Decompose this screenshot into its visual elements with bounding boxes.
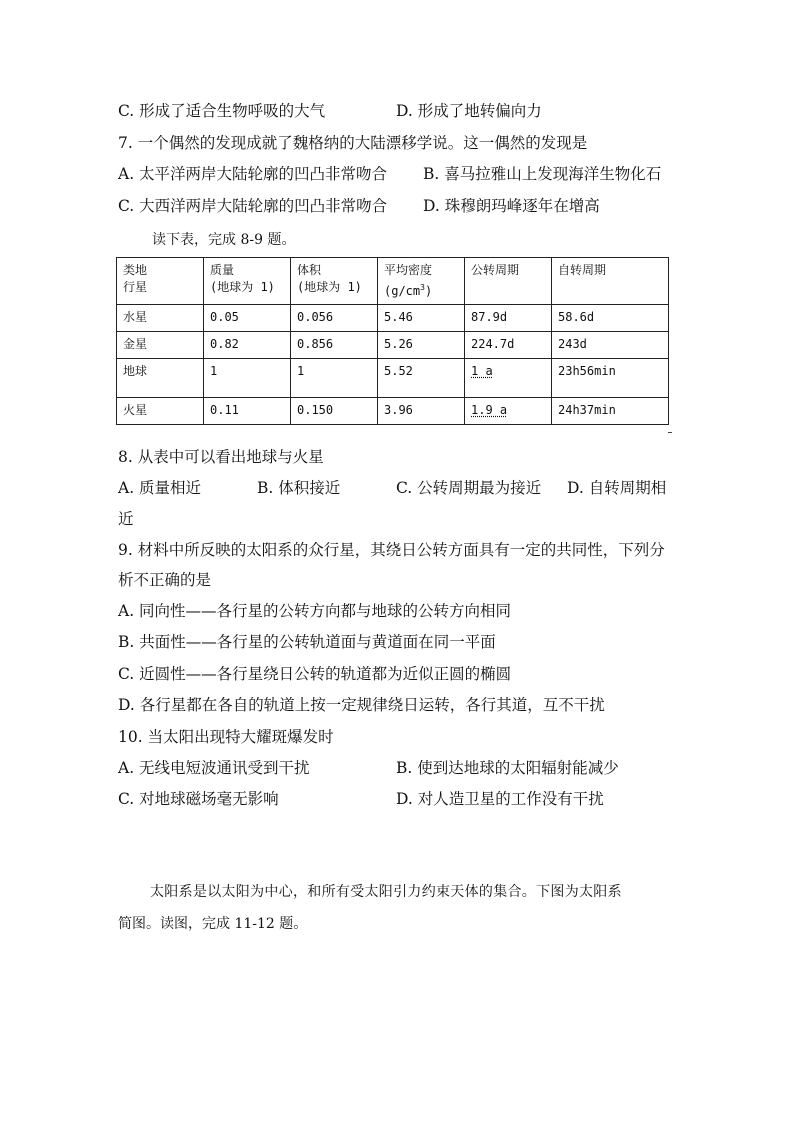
q10-option-a: A. 无线电短波通讯受到干扰 [118,759,310,777]
table-row-mercury [117,305,669,332]
header-text: 行星 [123,280,148,294]
table-cell: 1 [291,359,378,398]
q8-option-d: D. 自转周期相 [567,479,667,497]
q10-option-c: C. 对地球磁场毫无影响 [118,790,279,808]
table-cell: 5.52 [378,359,465,398]
header-text: 质量 [210,263,235,277]
header-text: 体积 [297,263,322,277]
table-cell-value: 1.9 a [471,403,508,417]
header-cell-volume [291,258,378,305]
header-cell-rotation-period [552,258,669,305]
table-row-earth [117,359,669,398]
passage-line-1: 太阳系是以太阳为中心，和所有受太阳引力约束天体的集合。下图为太阳系 [150,884,622,900]
table-cell: 水星 [117,305,204,332]
table-cell: 23h56min [552,359,669,398]
passage-line-2: 简图。读图，完成 11-12 题。 [118,916,308,932]
table-cell: 58.6d [552,305,669,332]
table-edge-mark [668,432,672,433]
header-text: 平均密度 [384,263,433,277]
header-text: 公转周期 [471,263,520,277]
q9-option-d: D. 各行星都在各自的轨道上按一定规律绕日运转，各行其道，互不干扰 [118,696,605,714]
header-text: (地球为 1) [210,280,275,294]
table-cell: 0.82 [204,332,291,359]
header-text: (地球为 1) [297,280,362,294]
table-cell: 火星 [117,398,204,425]
q10-stem: 10. 当太阳出现特大耀斑爆发时 [118,728,334,746]
table-cell: 0.856 [291,332,378,359]
q7-option-a: A. 太平洋两岸大陆轮廓的凹凸非常吻合 [118,165,388,183]
table-cell [465,398,552,425]
table-header-row [117,258,669,305]
table-intro: 读下表，完成 8-9 题。 [152,232,296,248]
header-text: 自转周期 [558,263,607,277]
table-cell: 0.11 [204,398,291,425]
header-cell-mass [204,258,291,305]
table-row-venus [117,332,669,359]
header-text: (g/cm [384,284,421,298]
q6-option-c: C. 形成了适合生物呼吸的大气 [118,102,326,120]
header-text: 类地 [123,263,148,277]
q9-stem-line-1: 9. 材料中所反映的太阳系的众行星，其绕日公转方面具有一定的共同性，下列分 [118,541,665,559]
header-cell-planet [117,258,204,305]
table-cell: 5.46 [378,305,465,332]
planet-data-table [116,257,669,425]
table-cell: 0.056 [291,305,378,332]
table-cell-value: 1 a [471,364,493,378]
q10-option-b: B. 使到达地球的太阳辐射能减少 [396,759,619,777]
q7-option-b: B. 喜马拉雅山上发现海洋生物化石 [423,165,662,183]
header-text: ) [424,284,433,298]
table-cell: 24h37min [552,398,669,425]
q8-option-c: C. 公转周期最为接近 [396,479,542,497]
table-cell: 地球 [117,359,204,398]
table-cell: 87.9d [465,305,552,332]
table-cell: 224.7d [465,332,552,359]
q9-option-a: A. 同向性——各行星的公转方向都与地球的公转方向相同 [118,602,512,620]
table-row-mars [117,398,669,425]
header-cell-orbital-period [465,258,552,305]
table-cell: 金星 [117,332,204,359]
header-cell-density [378,258,465,305]
q8-option-b: B. 体积接近 [257,479,341,497]
q7-stem: 7. 一个偶然的发现成就了魏格纳的大陆漂移学说。这一偶然的发现是 [118,134,588,152]
q6-option-d: D. 形成了地转偏向力 [396,102,542,120]
table-cell: 5.26 [378,332,465,359]
q9-stem-line-2: 析不正确的是 [118,571,212,589]
q8-stem: 8. 从表中可以看出地球与火星 [118,448,324,466]
superscript-3: 3 [420,283,425,292]
q8-option-a: A. 质量相近 [118,479,202,497]
q9-option-b: B. 共面性——各行星的公转轨道面与黄道面在同一平面 [118,633,496,651]
table-cell: 0.150 [291,398,378,425]
q9-option-c: C. 近圆性——各行星绕日公转的轨道都为近似正圆的椭圆 [118,665,512,683]
q7-option-d: D. 珠穆朗玛峰逐年在增高 [423,197,600,215]
table-cell: 3.96 [378,398,465,425]
table-cell [465,359,552,398]
q7-option-c: C. 大西洋两岸大陆轮廓的凹凸非常吻合 [118,197,388,215]
table-cell: 243d [552,332,669,359]
table-cell: 1 [204,359,291,398]
table-cell: 0.05 [204,305,291,332]
q10-option-d: D. 对人造卫星的工作没有干扰 [396,790,604,808]
q8-option-d-continued: 近 [118,510,134,528]
